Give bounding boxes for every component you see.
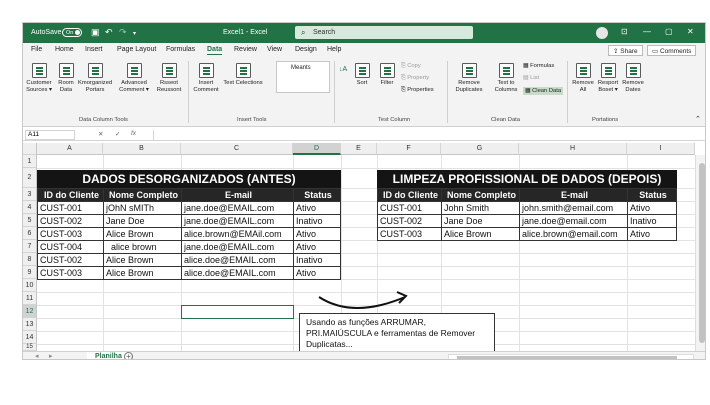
row-header-15[interactable]: 15 [23,344,37,351]
tab-help[interactable]: Help [327,46,342,53]
tab-formulas[interactable]: Formulas [166,46,196,53]
customize-toolbar-icon[interactable]: ▾ [133,31,137,37]
remove-all-label: Remove All [572,80,594,93]
before-cell-id[interactable]: CUST-002 [37,253,104,267]
database-icon [32,63,47,78]
before-cell-email[interactable]: alice.doe@EMAIL.com [181,253,294,267]
column-header-a[interactable]: A [37,143,103,155]
after-cell-name[interactable]: Jane Doe [441,214,520,228]
sheet-tab-planilha[interactable]: Planilha [87,352,130,360]
copy-item[interactable]: ⎘ Copy [401,63,421,69]
refresh-icon [162,63,177,78]
column-header-g[interactable]: G [441,143,519,155]
before-cell-name[interactable]: alice brown [103,240,182,254]
function-icon[interactable]: fx [131,130,137,137]
formula-bar [23,129,706,141]
column-header-h[interactable]: H [519,143,627,155]
before-cell-status[interactable]: Ativo [293,227,341,241]
before-cell-id[interactable]: CUST-003 [37,227,104,241]
before-cell-name[interactable]: Alice Brown [103,266,182,280]
row-header-10[interactable]: 10 [23,279,37,292]
minimize-button[interactable]: — [643,27,651,36]
bank-icon [236,63,251,78]
row-header-7[interactable]: 7 [23,240,37,253]
column-header-f[interactable]: F [377,143,441,155]
before-cell-name[interactable]: jOhN sMITh [103,201,182,215]
prev-sheet-icon[interactable]: ◂ [35,353,39,360]
column-header-e[interactable]: E [341,143,377,155]
redo-icon[interactable]: ↷ [119,27,127,37]
select-all-corner[interactable] [23,143,37,155]
before-cell-email[interactable]: alice.brown@EMAil.com [181,227,294,241]
after-cell-email[interactable]: jane.doe@email.com [519,214,628,228]
advanced-comment-label: Advanced Comment ▾ [119,80,149,93]
after-header-name[interactable]: Nome Completo [441,188,520,202]
remove-dates-label: Remove Dates [622,80,644,93]
table-icon [626,63,641,78]
gridline [37,168,695,169]
tab-design[interactable]: Design [295,46,317,53]
callout-box: Usando as funções ARRUMAR, PRI.MAIÚSCULA e ferramentas de Remover Duplicatas... [299,313,495,360]
sort-az-icon[interactable]: ↓A [339,66,348,73]
text-selections-button[interactable] [223,63,263,87]
gallery-label: Meants [291,65,311,71]
group-divider [188,61,189,123]
sort-label: Sort [356,80,368,86]
before-cell-id[interactable]: CUST-003 [37,266,104,280]
before-header-email[interactable]: E-mail [181,188,294,202]
formula-input[interactable] [153,130,693,140]
before-cell-status[interactable]: Ativo [293,266,341,280]
ribbon-tabs [23,43,706,57]
insert-comment-button[interactable] [192,63,220,94]
text-selections-label: Text Celections [223,80,263,86]
styles-gallery[interactable] [276,61,330,93]
filter-button[interactable] [377,63,397,87]
text-to-columns-icon [499,63,514,78]
before-header-status[interactable]: Status [293,188,341,202]
formulas-item[interactable]: ▦ Formulas [523,63,555,69]
after-cell-email[interactable]: john.smith@email.com [519,201,628,215]
share-label: Share [620,48,638,55]
before-cell-id[interactable]: CUST-002 [37,214,104,228]
group-label-test-column: Test Column [378,117,411,123]
group-divider [447,61,448,123]
name-box[interactable]: A11 [25,130,75,140]
clean-data-label: Clean Data [532,88,562,94]
properties-item[interactable]: ⎘ Properties [401,87,434,93]
avatar[interactable] [596,27,608,39]
before-table-title: DADOS DESORGANIZADOS (ANTES) [37,170,341,188]
after-cell-name[interactable]: John Smith [441,201,520,215]
sort-icon [355,63,370,78]
ribbon [23,57,706,127]
before-cell-name[interactable]: Alice Brown [103,227,182,241]
organized-portars-button[interactable] [78,63,112,94]
filter-label: Filter [380,80,394,86]
after-cell-status[interactable]: Inativo [627,214,677,228]
customer-sources-label: Customer Sources ▾ [26,80,52,93]
row-header-4[interactable]: 4 [23,201,37,214]
before-cell-status[interactable]: Inativo [293,214,341,228]
report-icon [601,63,616,78]
after-table-title: LIMPEZA PROFISSIONAL DE DADOS (DEPOIS) [377,170,677,188]
after-cell-name[interactable]: Alice Brown [441,227,520,241]
save-icon[interactable]: ▣ [91,27,100,37]
document-icon [59,63,74,78]
insert-icon [199,63,214,78]
before-cell-email[interactable]: alice.doe@EMAIL.com [181,266,294,280]
autosave-toggle[interactable]: On [62,28,82,37]
after-header-status[interactable]: Status [627,188,677,202]
after-cell-status[interactable]: Ativo [627,201,677,215]
row-header-1[interactable]: 1 [23,155,37,168]
row-header-9[interactable]: 9 [23,266,37,279]
group-label-insert-tools: Insert Tools [237,117,267,123]
before-cell-email[interactable]: jane.doe@EMAIL.com [181,201,294,215]
copy-label: Copy [407,63,421,69]
share-button[interactable]: ⇪ Share [608,45,643,56]
group-label-portations: Portations [592,117,619,123]
advanced-comment-button[interactable] [116,63,152,94]
remove-duplicates-icon [462,63,477,78]
cancel-icon[interactable]: ✕ [98,131,104,138]
horizontal-scrollbar[interactable] [448,354,694,360]
sort-button[interactable] [353,63,371,87]
property-label: Property [407,75,430,81]
window-title: Excel1 - Excel [223,29,268,36]
search-box[interactable] [295,26,473,39]
title-bar [23,23,706,43]
properties-label: Properties [407,87,434,93]
collapse-ribbon-icon[interactable]: ⌃ [695,116,701,123]
before-cell-email[interactable]: jane.doe@EMAIL.com [181,214,294,228]
row-header-2[interactable]: 2 [23,168,37,188]
next-sheet-icon[interactable]: ▸ [49,353,53,360]
before-cell-name[interactable]: Jane Doe [103,214,182,228]
after-cell-status[interactable]: Ativo [627,227,677,241]
remove-dates-button[interactable] [621,63,645,94]
before-cell-email[interactable]: jane.doe@EMAIL.com [181,240,294,254]
comment-icon [127,63,142,78]
document-icon [88,63,103,78]
group-label-clean-data: Clean Data [491,117,521,123]
rsseot-reussont-button[interactable] [154,63,184,94]
insert-comment-label: Insert Comment [193,80,219,93]
resport-boset-label: Resport Boset ▾ [597,80,619,93]
vertical-scrollbar[interactable] [695,155,706,351]
ribbon-display-icon[interactable]: ⊡ [621,27,628,36]
filter-icon [380,63,395,78]
before-cell-status[interactable]: Inativo [293,253,341,267]
column-header-d[interactable]: D [293,143,341,155]
property-item[interactable]: ⎘ Property [401,75,430,81]
before-header-id[interactable]: ID do Cliente [37,188,104,202]
row-header-11[interactable]: 11 [23,292,37,305]
tab-data[interactable]: Data [207,46,223,53]
remove-duplicates-label: Remove Duplicates [455,80,483,93]
search-placeholder: Search [313,29,336,36]
row-header-13[interactable]: 13 [23,318,37,331]
row-header-8[interactable]: 8 [23,253,37,266]
group-label-data-column-tools: Data Column Tools [79,117,128,123]
before-cell-id[interactable]: CUST-001 [37,201,104,215]
row-header-12[interactable]: 12 [23,305,37,318]
after-cell-id[interactable]: CUST-001 [377,201,442,215]
group-divider [334,61,335,123]
undo-icon[interactable]: ↶ [105,27,113,37]
excel-window [22,22,706,360]
after-cell-id[interactable]: CUST-002 [377,214,442,228]
scroll-thumb[interactable] [699,163,705,343]
enter-icon[interactable]: ✓ [115,131,121,138]
room-data-label: Room Data [58,80,74,93]
before-cell-id[interactable]: CUST-004 [37,240,104,254]
before-header-name[interactable]: Nome Completo [103,188,182,202]
restore-button[interactable]: ▢ [665,27,673,36]
close-button[interactable]: ✕ [687,27,694,36]
column-header-b[interactable]: B [103,143,181,155]
column-header-c[interactable]: C [181,143,293,155]
rsseot-reussont-label: Rsseot Reussont [156,80,182,93]
row-header-6[interactable]: 6 [23,227,37,240]
room-data-button[interactable] [55,63,77,94]
tab-page-layout[interactable]: Page Layout [117,46,157,53]
scroll-thumb[interactable] [457,356,677,359]
comments-label: Comments [659,48,692,55]
before-cell-name[interactable]: Alice Brown [103,253,182,267]
text-to-columns-button[interactable] [491,63,521,94]
comments-button[interactable]: ▭ Comments [647,45,696,56]
after-cell-id[interactable]: CUST-003 [377,227,442,241]
list-label: List [530,75,540,81]
before-cell-status[interactable]: Ativo [293,201,341,215]
customer-sources-button[interactable] [25,63,53,94]
column-header-i[interactable]: I [627,143,695,155]
before-cell-status[interactable]: Ativo [293,240,341,254]
after-header-email[interactable]: E-mail [519,188,628,202]
tab-review[interactable]: Review [234,46,257,53]
formulas-label: Formulas [530,63,555,69]
row-header-14[interactable]: 14 [23,331,37,344]
sheet-tab-bar [23,351,706,360]
after-header-id[interactable]: ID do Cliente [377,188,442,202]
after-cell-email[interactable]: alice.brown@email.com [519,227,628,241]
clean-data-item[interactable]: ▦ Clean Data [525,88,562,94]
active-cell[interactable] [181,305,294,319]
remove-icon [576,63,591,78]
autosave-label: AutoSave [31,29,62,36]
row-header-5[interactable]: 5 [23,214,37,227]
text-to-columns-label: Text to Columns [494,80,518,93]
group-divider [567,61,568,123]
remove-duplicates-button[interactable] [451,63,487,94]
resport-boset-button[interactable] [596,63,620,94]
tab-home[interactable]: Home [55,46,74,53]
tab-view[interactable]: View [267,46,283,53]
tab-insert[interactable]: Insert [85,46,103,53]
row-header-3[interactable]: 3 [23,188,37,201]
search-icon: ⌕ [301,28,306,37]
tab-file[interactable]: File [31,46,43,53]
worksheet-grid[interactable] [23,143,706,351]
add-sheet-button[interactable]: + [124,352,133,360]
organized-portars-label: Kmorganized Portars [78,80,113,93]
remove-all-button[interactable] [572,63,594,94]
list-item[interactable]: ▤ List [523,75,540,81]
